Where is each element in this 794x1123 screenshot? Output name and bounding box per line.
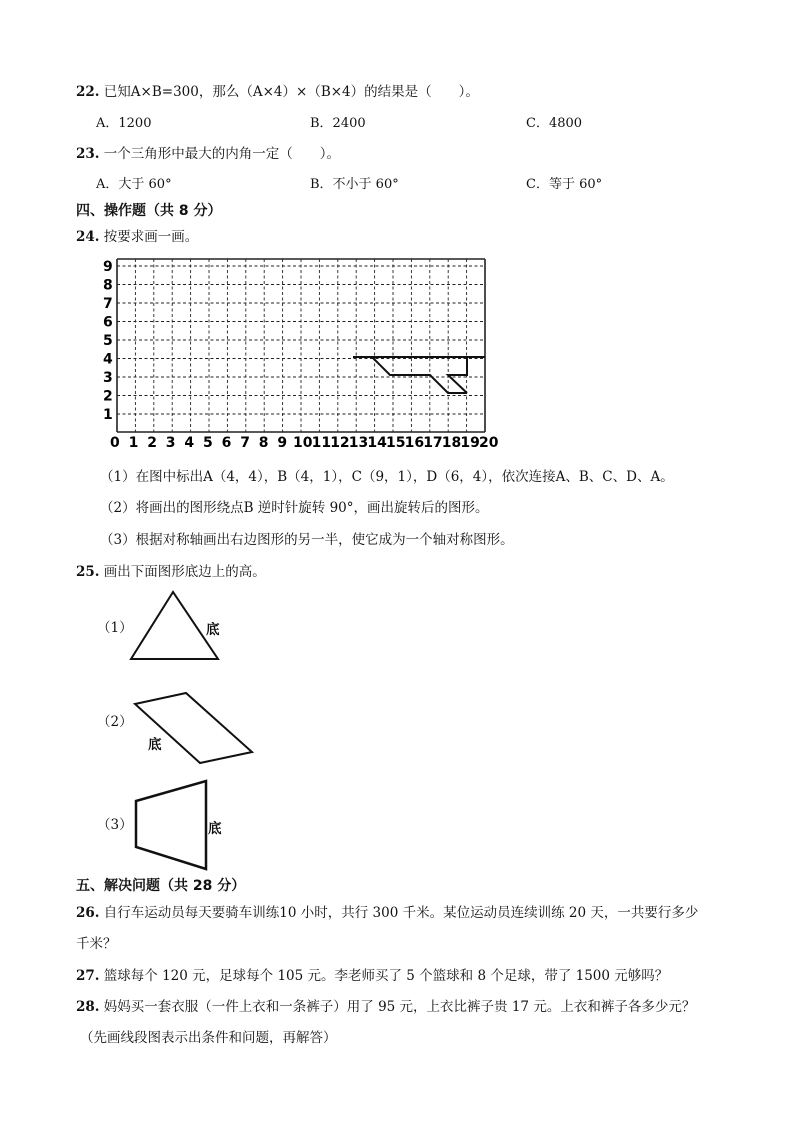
q24-text: 按要求画一画。 xyxy=(103,229,199,245)
x-tick-label: 5 xyxy=(203,435,213,451)
q22-option-b[interactable]: B．2400 xyxy=(310,116,366,131)
x-tick-label: 10 xyxy=(293,435,313,451)
q28-number: 28. xyxy=(76,999,100,1015)
q26-line1 xyxy=(76,904,698,922)
x-tick-label: 8 xyxy=(258,435,269,451)
x-tick-label: 18 xyxy=(441,435,462,451)
x-tick-label: 13 xyxy=(348,435,369,451)
figure-1-label: （1） xyxy=(97,620,133,636)
figure-2-label: （2） xyxy=(97,714,133,730)
q27-line xyxy=(76,967,668,985)
y-tick-label: 5 xyxy=(103,333,113,349)
x-tick-label: 14 xyxy=(367,435,387,451)
q22-option-a[interactable]: A．1200 xyxy=(96,116,152,131)
x-tick-label: 7 xyxy=(240,435,250,451)
triangle-shape xyxy=(131,592,218,659)
q22-text: 已知A×B=300，那么（A×4）×（B×4）的结果是（ ）。 xyxy=(103,84,479,100)
section-5-heading: 五、解决问题（共 28 分） xyxy=(76,878,246,894)
q28-line xyxy=(76,998,695,1016)
q23-number: 23. xyxy=(76,146,100,162)
q22-number: 22. xyxy=(76,84,100,100)
x-tick-label: 6 xyxy=(221,435,232,451)
q25-number: 25. xyxy=(76,564,100,580)
x-tick-label: 2 xyxy=(147,435,157,451)
x-tick-label: 20 xyxy=(479,435,499,451)
q26-line2: 千米？ xyxy=(76,936,117,952)
y-tick-label: 7 xyxy=(103,296,113,312)
x-tick-label: 15 xyxy=(386,435,406,451)
q23-option-c[interactable]: C．等于 60° xyxy=(526,177,603,192)
q23-option-b[interactable]: B．不小于 60° xyxy=(310,177,399,192)
x-tick-label: 16 xyxy=(404,435,425,451)
q24-sub2: （2）将画出的图形绕点B 逆时针旋转 90°，画出旋转后的图形。 xyxy=(100,500,489,516)
x-tick-label: 19 xyxy=(460,435,480,451)
y-tick-label: 2 xyxy=(103,388,113,405)
q24-number: 24. xyxy=(76,229,100,245)
figure-3-label: （3） xyxy=(97,817,133,833)
q23-option-a[interactable]: A．大于 60° xyxy=(96,177,172,192)
x-tick-label: 17 xyxy=(423,435,443,451)
x-tick-label: 11 xyxy=(311,435,332,451)
y-tick-label: 6 xyxy=(103,314,113,331)
x-tick-label: 12 xyxy=(330,435,350,451)
parallelogram-shape xyxy=(135,693,252,763)
x-tick-label: 1 xyxy=(128,435,139,451)
y-tick-label: 9 xyxy=(103,259,113,275)
q22-option-c[interactable]: C．4800 xyxy=(526,116,583,131)
q27-number: 27. xyxy=(76,968,100,984)
q28-note: （先画线段图表示出条件和问题，再解答） xyxy=(80,1030,337,1046)
figure-2-base-label: 底 xyxy=(148,737,162,753)
y-tick-label: 4 xyxy=(103,351,113,368)
q26-text: 自行车运动员每天要骑车训练10 小时，共行 300 千米。某位运动员连续训练 20 天，一共要行多少 xyxy=(103,905,699,921)
q24-sub3: （3）根据对称轴画出右边图形的另一半，使它成为一个轴对称图形。 xyxy=(100,532,514,548)
trapezoid-shape xyxy=(136,781,206,869)
y-tick-label: 1 xyxy=(103,407,113,423)
x-tick-label: 3 xyxy=(165,435,176,451)
q24-sub1: （1）在图中标出A（4，4），B（4，1），C（9，1），D（6，4），依次连接A、B、C、D、A。 xyxy=(100,469,674,485)
q23-text: 一个三角形中最大的内角一定（ ）。 xyxy=(103,146,341,162)
figure-1-base-label: 底 xyxy=(206,622,220,638)
q28-text: 妈妈买一套衣服（一件上衣和一条裤子）用了 95 元，上衣比裤子贵 17 元。上衣和裤子各多少元？ xyxy=(103,999,696,1015)
x-tick-label: 9 xyxy=(277,435,288,451)
y-tick-label: 3 xyxy=(103,370,113,386)
q25-text: 画出下面图形底边上的高。 xyxy=(103,564,266,580)
q27-text: 篮球每个 120 元，足球每个 105 元。李老师买了 5 个篮球和 8 个足球，带了 1500 元够吗？ xyxy=(103,968,669,984)
q26-number: 26. xyxy=(76,905,100,921)
y-tick-label: 8 xyxy=(103,277,113,294)
figure-3-base-label: 底 xyxy=(208,821,222,837)
x-tick-label: 4 xyxy=(184,435,195,451)
x-tick-label: 0 xyxy=(110,435,120,451)
section-4-heading: 四、操作题（共 8 分） xyxy=(76,203,222,219)
